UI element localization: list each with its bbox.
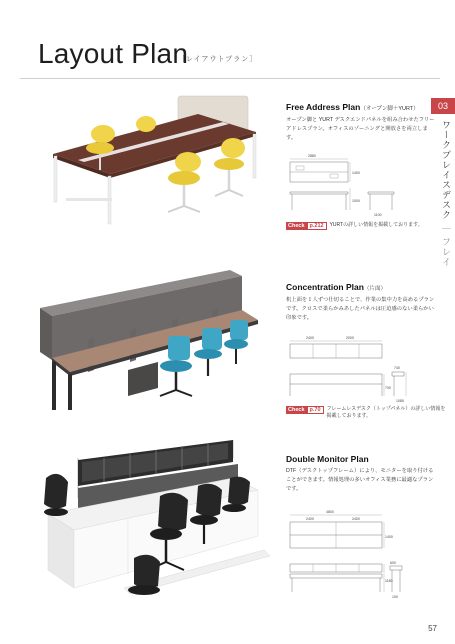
dim-w1: 2400 xyxy=(306,336,314,340)
page-number: 57 xyxy=(428,624,437,633)
dim-depth-a: 1400 xyxy=(352,171,360,175)
dim-w2: 2000 xyxy=(346,336,354,340)
page-title: Layout Plan xyxy=(38,38,189,69)
dim-dm-w1: 2400 xyxy=(306,517,314,521)
dim-total-width: 2880 xyxy=(308,154,316,158)
concentration-title-text: Concentration Plan xyxy=(286,282,364,292)
free-address-title-note: （オープン脚＋YURT） xyxy=(360,106,419,112)
concentration-title-note: （片面） xyxy=(363,286,386,292)
dim-h2: 700 xyxy=(385,386,391,390)
free-address-check[interactable] xyxy=(286,222,450,230)
double-monitor-title-text: Double Monitor Plan xyxy=(286,454,369,464)
dim-h1: 1085 xyxy=(396,399,404,403)
check-badge: Check p.70 xyxy=(286,406,324,414)
concentration-title xyxy=(286,282,386,292)
free-address-title-text: Free Address Plan xyxy=(286,102,361,112)
title-divider xyxy=(20,78,440,79)
concentration-check[interactable] xyxy=(286,406,447,420)
double-monitor-description: DTF（デスクトップフレーム）により、モニターを取り付けることができます。情報処理の多いオフィス業務に最適なプランです。 xyxy=(286,468,434,492)
concentration-illustration xyxy=(18,258,268,418)
check-badge: Check p.212 xyxy=(286,222,327,230)
chapter-label-divider: ｜ xyxy=(441,223,451,234)
dim-dm-w2: 2400 xyxy=(352,517,360,521)
dim-dm-side: 600 xyxy=(390,561,396,565)
dim-side: 740 xyxy=(394,366,400,370)
double-monitor-illustration xyxy=(28,438,278,608)
double-monitor-title xyxy=(286,454,369,464)
concentration-description: 机上面を１人ずつ仕切ることで、作業の集中力を高めるプランです。クロスで柔らかみあしたパネルは圧迫感のない柔らかい印象です。 xyxy=(286,297,435,321)
dim-dm-depth: 1400 xyxy=(385,535,393,539)
dim-total: 4800 xyxy=(326,510,334,514)
free-address-illustration xyxy=(28,92,278,242)
chapter-label xyxy=(435,120,453,267)
double-monitor-drawing xyxy=(286,508,406,602)
free-address-title xyxy=(286,102,419,112)
dim-dm-h1: 1180 xyxy=(385,579,393,583)
check-text: YURTの詳しい情報を掲載しております。 xyxy=(329,222,423,228)
concentration-drawing xyxy=(286,334,411,404)
chapter-number-tab[interactable]: 03 xyxy=(431,98,455,114)
dim-depth-b: 1100 xyxy=(374,213,382,217)
dim-dm-small: 100 xyxy=(392,595,398,599)
chapter-sub-label: フレイ xyxy=(441,237,451,268)
free-address-drawing xyxy=(286,152,406,220)
chapter-label-main: ワークプレイスデスク xyxy=(441,120,451,220)
page-subtitle: ［レイアウトプラン］ xyxy=(178,56,258,63)
check-text: フレームレスデスク（トップパネル）の詳しい情報を掲載しております。 xyxy=(326,406,446,419)
free-address-description: オープン脚と YURT デスクエンドパネルを組み合わせたフリーアドレスプラン。オフィスのゾーニングと開放さを両立します。 xyxy=(286,117,435,141)
dim-height: 1000 xyxy=(352,199,360,203)
